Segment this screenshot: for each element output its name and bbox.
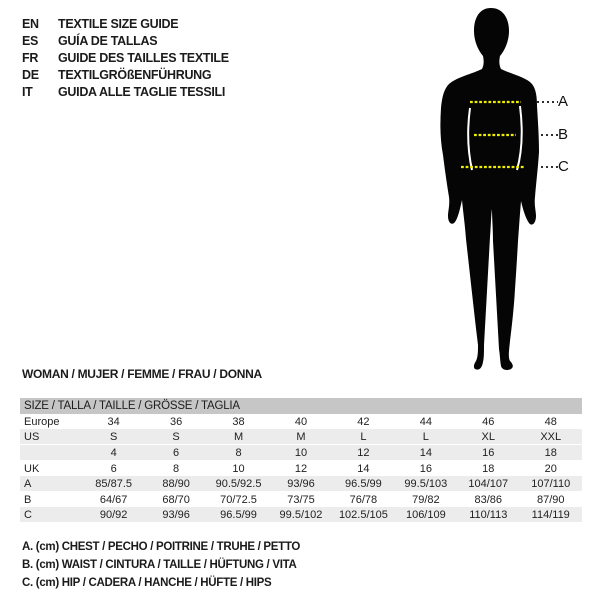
size-cell: 90/92: [82, 507, 144, 523]
hip-marker-label: C: [558, 158, 569, 175]
size-cell: 85/87.5: [82, 476, 144, 492]
size-cell: 10: [270, 445, 332, 461]
section-title: WOMAN / MUJER / FEMME / FRAU / DONNA: [22, 367, 262, 381]
size-cell: 76/78: [349, 493, 378, 506]
language-title: TEXTILGRÖßENFÜHRUNG: [58, 67, 212, 82]
language-title: TEXTILE SIZE GUIDE: [58, 16, 179, 31]
chest-marker-label: A: [558, 93, 569, 110]
size-cell: 46: [482, 415, 495, 428]
language-row: [22, 49, 229, 66]
size-cell: 4: [82, 445, 144, 461]
measure-legend: [22, 538, 300, 592]
size-cell: 110/113: [457, 507, 519, 523]
size-cell: 44: [419, 415, 432, 428]
size-table-header-row: [20, 398, 582, 414]
size-cell: M: [207, 429, 269, 445]
size-table-row: [20, 507, 582, 523]
size-cell: 102.5/105: [332, 507, 394, 523]
size-cell: 14: [395, 445, 457, 461]
size-cell: 18: [482, 462, 495, 475]
size-table-row: [20, 429, 582, 445]
size-cell: M: [270, 429, 332, 445]
size-cell: 34: [107, 415, 120, 428]
woman-silhouette: [440, 8, 539, 370]
language-row: [22, 15, 229, 32]
size-row-label: UK: [24, 462, 40, 475]
size-row-label: A: [20, 476, 82, 492]
language-title: GUÍA DE TALLAS: [58, 33, 158, 48]
size-cell: 42: [357, 415, 370, 428]
size-table-row: [20, 414, 582, 429]
size-cell: 70/72.5: [220, 493, 257, 506]
size-cell: 83/86: [474, 493, 503, 506]
size-figure: [408, 0, 600, 375]
size-cell: 16: [457, 445, 519, 461]
size-cell: 106/109: [395, 507, 457, 523]
language-title: GUIDA ALLE TAGLIE TESSILI: [58, 84, 226, 99]
measure-legend-row: B. (cm) WAIST / CINTURA / TAILLE / HÜFTUNG / VITA: [22, 559, 297, 571]
size-cell: 96.5/99: [332, 476, 394, 492]
waist-marker-label: B: [558, 126, 569, 143]
size-cell: 10: [232, 462, 245, 475]
size-cell: 79/82: [412, 493, 440, 506]
size-cell: 96.5/99: [207, 507, 269, 523]
size-cell: 16: [419, 462, 432, 475]
language-title: GUIDE DES TAILLES TEXTILE: [58, 50, 229, 65]
size-cell: 8: [173, 462, 180, 475]
measure-legend-row: C. (cm) HIP / CADERA / HANCHE / HÜFTE / HIPS: [22, 577, 272, 589]
size-table-row: [20, 476, 582, 492]
size-cell: 99.5/103: [395, 476, 457, 492]
size-cell: 48: [544, 415, 557, 428]
size-cell: 38: [232, 415, 245, 428]
size-cell: 12: [294, 462, 308, 475]
language-code: DE: [22, 67, 39, 82]
size-cell: 40: [294, 415, 308, 428]
size-table-row: [20, 461, 582, 477]
size-row-label: B: [24, 493, 32, 506]
size-cell: 6: [145, 445, 207, 461]
size-row-label: Europe: [24, 415, 60, 428]
size-cell: 104/107: [457, 476, 519, 492]
size-cell: 18: [520, 445, 583, 461]
size-cell: 20: [544, 462, 557, 475]
size-cell: S: [145, 429, 207, 445]
language-row: [22, 66, 229, 83]
size-cell: 64/67: [99, 493, 128, 506]
size-cell: XL: [457, 429, 519, 445]
size-cell: 73/75: [287, 493, 315, 506]
size-cell: 90.5/92.5: [207, 476, 269, 492]
size-table: [20, 398, 582, 523]
language-code: FR: [22, 50, 39, 65]
size-table-row: [20, 445, 582, 461]
measure-legend-row: A. (cm) CHEST / PECHO / POITRINE / TRUHE / PETTO: [22, 541, 301, 553]
size-cell: 8: [207, 445, 269, 461]
language-code: ES: [22, 33, 39, 48]
size-row-label: US: [20, 429, 82, 445]
silhouette-svg: [408, 0, 600, 375]
size-cell: 68/70: [162, 493, 190, 506]
language-code: EN: [22, 16, 39, 31]
size-cell: 93/96: [270, 476, 332, 492]
size-cell: 14: [357, 462, 370, 475]
size-cell: 88/90: [145, 476, 207, 492]
size-table-header: SIZE / TALLA / TAILLE / GRÖSSE / TAGLIA: [20, 398, 582, 414]
size-cell: 107/110: [520, 476, 583, 492]
size-table-body: [20, 398, 582, 523]
language-row: [22, 32, 229, 49]
size-cell: 99.5/102: [270, 507, 332, 523]
size-cell: 93/96: [145, 507, 207, 523]
size-cell: 36: [169, 415, 183, 428]
size-row-label: [20, 445, 82, 461]
size-row-label: C: [20, 507, 82, 523]
language-code: IT: [22, 84, 33, 99]
language-list: [22, 15, 229, 100]
size-cell: 87/90: [536, 493, 565, 506]
size-cell: XXL: [520, 429, 583, 445]
language-row: [22, 83, 229, 100]
size-cell: 6: [110, 462, 117, 475]
size-cell: 114/119: [520, 507, 583, 523]
size-cell: L: [395, 429, 457, 445]
size-cell: S: [82, 429, 144, 445]
size-cell: 12: [332, 445, 394, 461]
size-table-row: [20, 492, 582, 508]
size-cell: L: [332, 429, 394, 445]
